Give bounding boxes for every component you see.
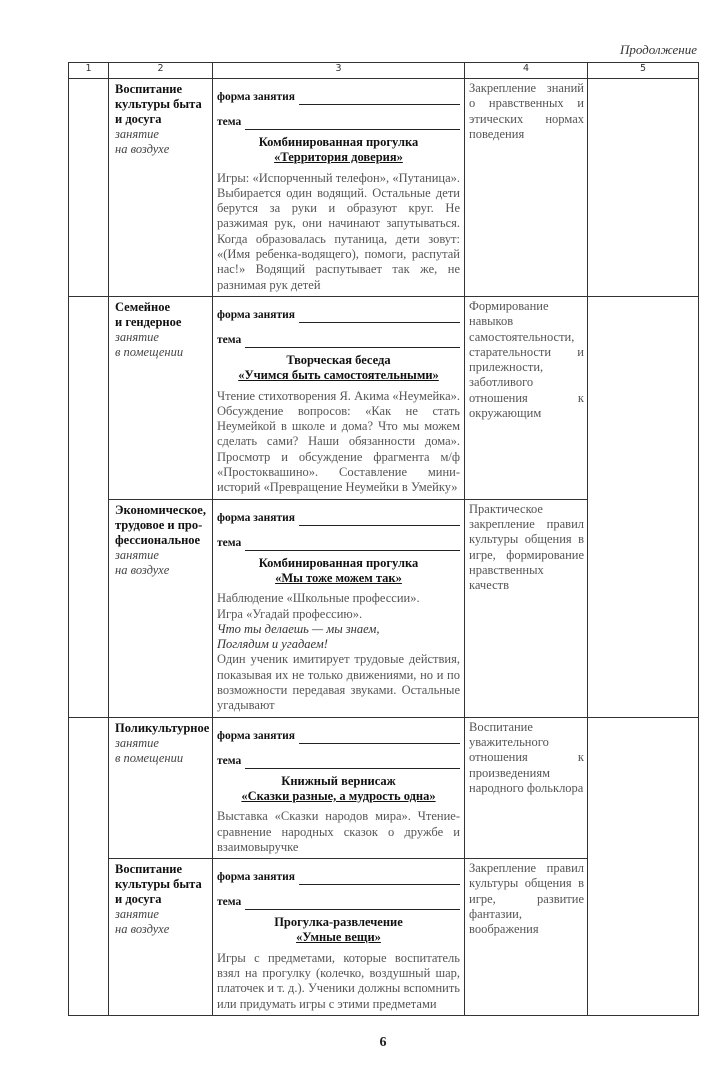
lesson-kind: занятие на воздухе — [115, 547, 170, 577]
lesson-kind: занятие на воздухе — [115, 127, 170, 156]
goal-cell: Воспитание уважительного отношения к произведениям народного фольклора — [465, 717, 588, 858]
goal-cell: Закрепление правил культуры общения в игре, развитие фантазии, воображения — [465, 859, 588, 1016]
content-cell — [213, 79, 465, 297]
theme-field[interactable] — [217, 536, 460, 551]
direction-cell — [109, 79, 213, 297]
direction-title: Воспитание культуры быта и досуга — [115, 82, 202, 126]
header-col-1: 1 — [69, 63, 109, 79]
activity-subtitle: «Мы тоже можем так» — [275, 570, 402, 585]
activity-heading: Книжный вернисаж — [281, 773, 396, 788]
description-text: Игры с предметами, которые воспитатель взял на прогулку (колечко, воздушный шар, платочек и т. д.). Ученики должны вспомнить или придумать игры с этими предметами — [217, 950, 460, 1011]
page-number: 6 — [379, 1034, 387, 1050]
theme-blank[interactable] — [245, 336, 460, 348]
table-row — [69, 717, 699, 858]
form-blank[interactable] — [299, 873, 460, 885]
form-label: форма занятия — [217, 729, 296, 742]
theme-blank[interactable] — [245, 757, 460, 769]
form-label: форма занятия — [217, 871, 296, 884]
form-label: форма занятия — [217, 91, 296, 103]
form-field[interactable] — [217, 870, 460, 885]
activity-heading: Комбинированная прогулка — [258, 135, 419, 149]
header-col-4: 4 — [465, 63, 588, 79]
activity-description — [217, 171, 460, 293]
description-text: Наблюдение «Школьные профессии». — [217, 591, 420, 606]
description-text: Выставка «Сказки народов мира». Чтение-сравнение народных сказок о дружбе и взаимовыручке — [217, 809, 460, 854]
verse-line: Что ты делаешь — мы знаем, — [217, 621, 380, 636]
activity-description — [217, 591, 460, 713]
lesson-kind: занятие в помещении — [115, 329, 184, 359]
header-row — [69, 63, 699, 79]
col5-cell — [588, 296, 699, 717]
goal-cell: Закрепление знаний о нравственных и этических нормах поведения — [465, 79, 588, 297]
direction-title: Воспитание культуры быта и досуга — [115, 862, 202, 907]
content-cell — [213, 859, 465, 1016]
activity-subtitle: «Учимся быть самостоятельными» — [238, 368, 439, 383]
table-row — [69, 79, 699, 297]
header-col-3: 3 — [213, 63, 465, 79]
table-row — [69, 296, 699, 499]
header-col-2: 2 — [109, 63, 213, 79]
activity-description — [217, 809, 460, 855]
goal-cell: Практическое закрепление правил культуры общения в игре, формирование нравственных качеств — [465, 499, 588, 717]
direction-title: Экономическое, трудовое и про- фессиональное — [115, 502, 206, 547]
theme-field[interactable] — [217, 895, 460, 910]
goal-cell: Формирование навыков самостоятельности, старательности и прилежности, заботливого отношения к окружающим — [465, 296, 588, 499]
theme-label: тема — [217, 896, 242, 909]
direction-cell — [109, 717, 213, 858]
content-cell — [213, 499, 465, 717]
theme-field[interactable] — [217, 115, 460, 130]
theme-label: тема — [217, 754, 242, 767]
form-field[interactable] — [217, 729, 460, 744]
theme-label: тема — [217, 536, 242, 549]
form-label: форма занятия — [217, 308, 296, 321]
header-col-5: 5 — [588, 63, 699, 79]
activity-description — [217, 951, 460, 1012]
content-cell — [213, 717, 465, 858]
theme-blank[interactable] — [245, 898, 460, 910]
form-blank[interactable] — [299, 93, 460, 105]
direction-cell — [109, 499, 213, 717]
col5-cell — [588, 717, 699, 1015]
lesson-plan-table — [68, 62, 699, 1016]
description-text: Игра «Угадай профессию». — [217, 606, 363, 621]
continued-label: Продолжение — [619, 42, 697, 57]
form-field[interactable] — [217, 308, 460, 323]
form-field[interactable] — [217, 90, 460, 105]
lesson-kind: занятие в помещении — [115, 735, 184, 765]
direction-cell — [109, 296, 213, 499]
col1-cell — [69, 717, 109, 1015]
theme-label: тема — [217, 116, 242, 128]
form-blank[interactable] — [299, 514, 460, 526]
col1-cell — [69, 79, 109, 297]
direction-title: Поликультурное — [115, 720, 210, 735]
form-blank[interactable] — [299, 732, 460, 744]
activity-description — [217, 389, 460, 496]
verse-line: Поглядим и угадаем! — [217, 637, 328, 652]
description-text: Чтение стихотворения Я. Акима «Неумейка». Обсуждение вопросов: «Как не стать Неумейкой в школе и дома? Что мы можем сделать сами? Наши обязанности дома». Просмотр и обсуждение фрагмента м/ф «Простоквашино». Составление мини-историй «Превращение Неумейки в Умейку» — [217, 388, 460, 495]
form-field[interactable] — [217, 511, 460, 526]
theme-label: тема — [217, 333, 242, 346]
activity-subtitle: «Умные вещи» — [296, 930, 381, 945]
activity-heading: Прогулка-развлечение — [274, 915, 403, 930]
direction-title: Семейное и гендерное — [115, 299, 182, 329]
description-text: Игры: «Испорченный телефон», «Путаница». Выбирается один водящий. Остальные дети берутся за руки и образуют круг. Не разжимая рук, они начинают запутываться. Когда образовалась путаница, дети зовут: «(Имя ребенка-водящего), помоги, распутай нас!» Водящий распутывает так же, не разнимая рук детей — [217, 170, 460, 292]
theme-field[interactable] — [217, 333, 460, 348]
form-label: форма занятия — [217, 511, 296, 524]
direction-cell — [109, 859, 213, 1016]
activity-subtitle: «Территория доверия» — [274, 150, 403, 165]
theme-blank[interactable] — [245, 118, 460, 130]
col1-cell — [69, 296, 109, 717]
activity-subtitle: «Сказки разные, а мудрость одна» — [241, 788, 436, 803]
form-blank[interactable] — [299, 311, 460, 323]
description-text: Один ученик имитирует трудовые действия, показывая их не только движениями, но и по возможности передавая звуками. Остальные угадывают — [217, 652, 460, 713]
theme-blank[interactable] — [245, 539, 460, 551]
activity-heading: Творческая беседа — [286, 352, 391, 367]
content-cell — [213, 296, 465, 499]
lesson-kind: занятие на воздухе — [115, 907, 170, 937]
activity-heading: Комбинированная прогулка — [258, 555, 419, 570]
theme-field[interactable] — [217, 754, 460, 769]
col5-cell — [588, 79, 699, 297]
